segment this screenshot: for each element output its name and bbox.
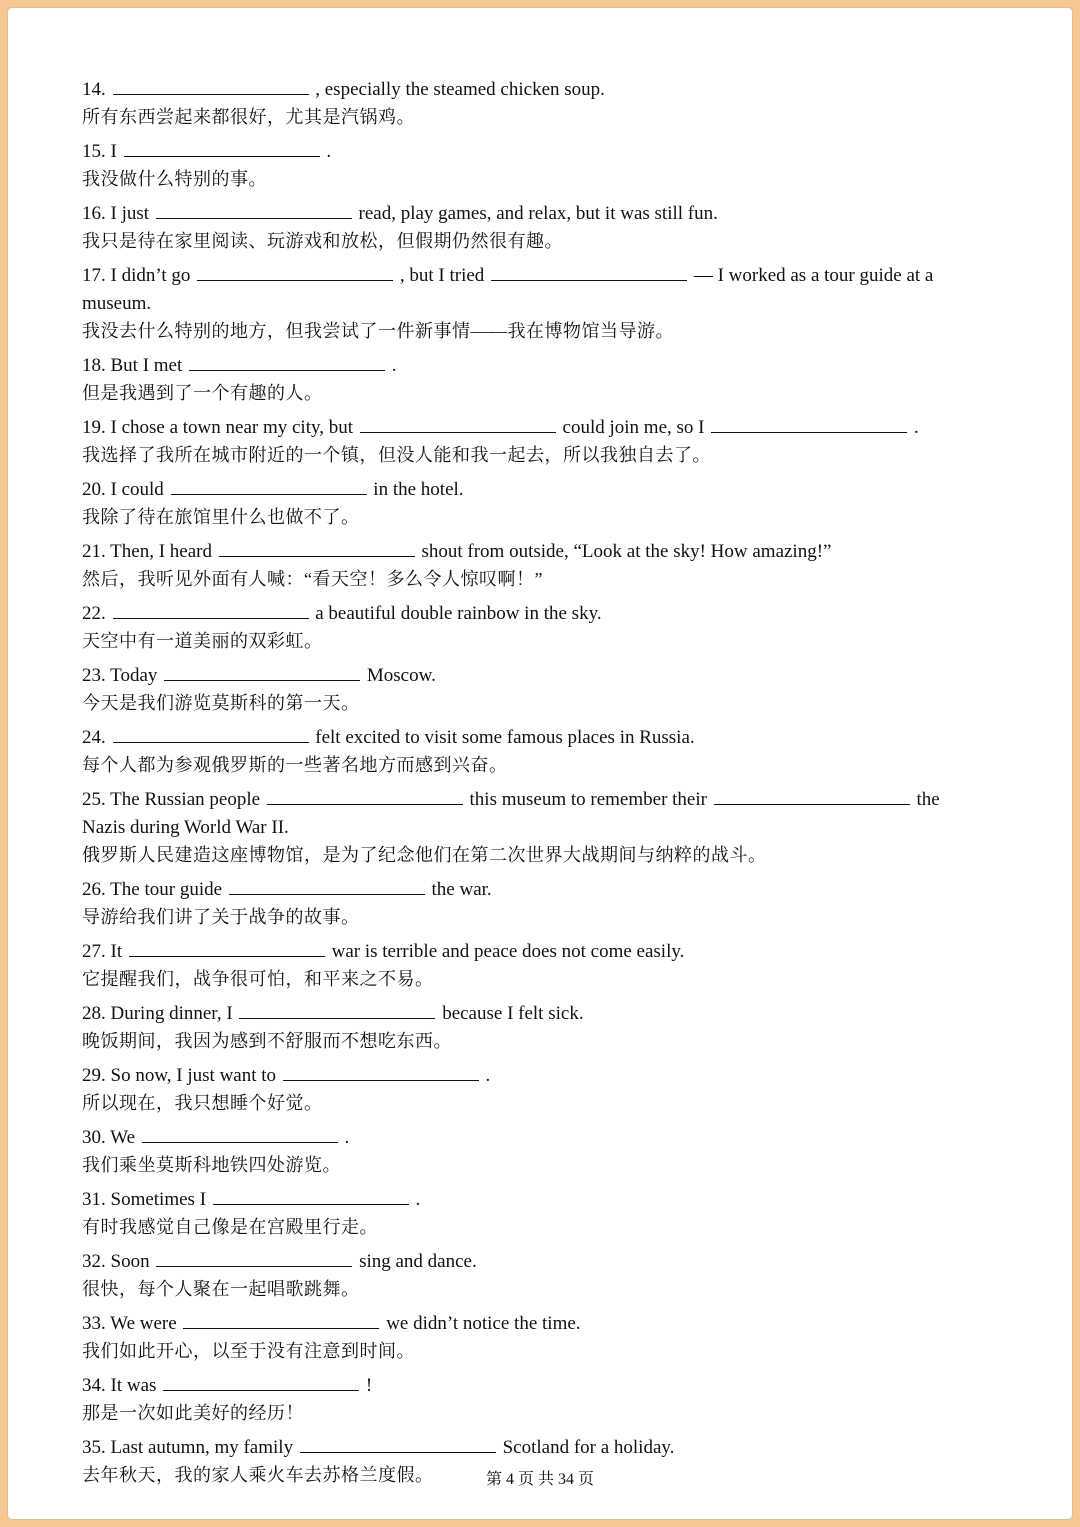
item-number: 35. bbox=[82, 1437, 106, 1458]
answer-blank[interactable] bbox=[197, 262, 393, 281]
chinese-translation: 天空中有一道美丽的双彩虹。 bbox=[82, 631, 323, 651]
item-number: 20. bbox=[82, 479, 106, 500]
answer-blank[interactable] bbox=[156, 1248, 352, 1267]
exercise-item bbox=[82, 352, 982, 407]
chinese-translation: 俄罗斯人民建造这座博物馆，是为了纪念他们在第二次世界大战期间与纳粹的战斗。 bbox=[82, 845, 767, 865]
answer-blank[interactable] bbox=[183, 1310, 379, 1329]
english-sentence bbox=[82, 414, 982, 442]
item-number: 18. bbox=[82, 355, 106, 376]
chinese-translation: 所以现在，我只想睡个好觉。 bbox=[82, 1093, 323, 1113]
chinese-translation: 我们如此开心，以至于没有注意到时间。 bbox=[82, 1341, 415, 1361]
item-number: 22. bbox=[82, 603, 106, 624]
sentence-fragment: could join me, so I bbox=[562, 417, 705, 438]
exercise-item bbox=[82, 1000, 982, 1055]
chinese-translation: 晚饭期间，我因为感到不舒服而不想吃东西。 bbox=[82, 1031, 452, 1051]
chinese-translation: 它提醒我们，战争很可怕，和平来之不易。 bbox=[82, 969, 434, 989]
sentence-fragment: . bbox=[485, 1065, 491, 1086]
chinese-translation: 很快，每个人聚在一起唱歌跳舞。 bbox=[82, 1279, 360, 1299]
sentence-fragment: felt excited to visit some famous places in Russia. bbox=[315, 727, 695, 748]
answer-blank[interactable] bbox=[360, 414, 556, 433]
exercise-item bbox=[82, 786, 982, 869]
english-sentence bbox=[82, 600, 982, 628]
item-number: 15. bbox=[82, 141, 106, 162]
sentence-fragment: Then, I heard bbox=[110, 541, 212, 562]
item-number: 14. bbox=[82, 79, 106, 100]
item-number: 23. bbox=[82, 665, 106, 686]
item-number: 34. bbox=[82, 1375, 106, 1396]
item-number: 24. bbox=[82, 727, 106, 748]
english-sentence bbox=[82, 76, 982, 104]
chinese-translation: 去年秋天，我的家人乘火车去苏格兰度假。 bbox=[82, 1465, 434, 1485]
item-number: 32. bbox=[82, 1251, 106, 1272]
sentence-fragment: . bbox=[415, 1189, 421, 1210]
sentence-fragment: Scotland for a holiday. bbox=[502, 1437, 675, 1458]
exercise-item bbox=[82, 876, 982, 931]
item-number: 31. bbox=[82, 1189, 106, 1210]
sentence-fragment: the war. bbox=[431, 879, 492, 900]
answer-blank[interactable] bbox=[229, 876, 425, 895]
chinese-translation: 我只是待在家里阅读、玩游戏和放松，但假期仍然很有趣。 bbox=[82, 231, 563, 251]
item-number: 33. bbox=[82, 1313, 106, 1334]
answer-blank[interactable] bbox=[113, 724, 309, 743]
chinese-translation: 我没做什么特别的事。 bbox=[82, 169, 267, 189]
chinese-translation: 然后，我听见外面有人喊：“看天空！多么令人惊叹啊！” bbox=[82, 569, 543, 589]
exercise-item bbox=[82, 600, 982, 655]
exercise-item bbox=[82, 938, 982, 993]
sentence-fragment: Sometimes I bbox=[110, 1189, 207, 1210]
sentence-fragment: shout from outside, “Look at the sky! How amazing!” bbox=[421, 541, 832, 562]
english-sentence bbox=[82, 1062, 982, 1090]
exercise-item bbox=[82, 1062, 982, 1117]
english-sentence bbox=[82, 1248, 982, 1276]
sentence-fragment: read, play games, and relax, but it was still fun. bbox=[358, 203, 718, 224]
page bbox=[8, 8, 1072, 1519]
english-sentence bbox=[82, 538, 982, 566]
chinese-translation: 导游给我们讲了关于战争的故事。 bbox=[82, 907, 360, 927]
english-sentence bbox=[82, 1186, 982, 1214]
item-number: 17. bbox=[82, 265, 106, 286]
item-number: 26. bbox=[82, 879, 106, 900]
english-sentence bbox=[82, 938, 982, 966]
sentence-fragment: It bbox=[110, 941, 123, 962]
sentence-fragment: We were bbox=[110, 1313, 177, 1334]
exercise-item bbox=[82, 724, 982, 779]
english-sentence bbox=[82, 786, 982, 842]
english-sentence bbox=[82, 1372, 982, 1400]
chinese-translation: 那是一次如此美好的经历！ bbox=[82, 1403, 304, 1423]
exercise-item bbox=[82, 1124, 982, 1179]
item-number: 19. bbox=[82, 417, 106, 438]
sentence-fragment: The tour guide bbox=[110, 879, 223, 900]
item-number: 29. bbox=[82, 1065, 106, 1086]
chinese-translation: 有时我感觉自己像是在宫殿里行走。 bbox=[82, 1217, 378, 1237]
sentence-fragment: this museum to remember their bbox=[469, 789, 707, 810]
chinese-translation: 我除了待在旅馆里什么也做不了。 bbox=[82, 507, 360, 527]
english-sentence bbox=[82, 1124, 982, 1152]
sentence-fragment: I bbox=[110, 141, 117, 162]
exercise-item bbox=[82, 476, 982, 531]
exercise-item bbox=[82, 1310, 982, 1365]
answer-blank[interactable] bbox=[300, 1434, 496, 1453]
english-sentence bbox=[82, 1310, 982, 1338]
sentence-fragment: in the hotel. bbox=[373, 479, 464, 500]
sentence-fragment: — I worked as a tour guide at a museum. bbox=[82, 265, 934, 314]
answer-blank[interactable] bbox=[189, 352, 385, 371]
sentence-fragment: Last autumn, my family bbox=[110, 1437, 294, 1458]
exercise-item bbox=[82, 662, 982, 717]
sentence-fragment: Moscow. bbox=[366, 665, 436, 686]
chinese-translation: 所有东西尝起来都很好，尤其是汽锅鸡。 bbox=[82, 107, 415, 127]
item-number: 27. bbox=[82, 941, 106, 962]
answer-blank[interactable] bbox=[124, 138, 320, 157]
item-number: 30. bbox=[82, 1127, 106, 1148]
chinese-translation: 我没去什么特别的地方，但我尝试了一件新事情——我在博物馆当导游。 bbox=[82, 321, 674, 341]
chinese-translation: 每个人都为参观俄罗斯的一些著名地方而感到兴奋。 bbox=[82, 755, 508, 775]
exercise-item bbox=[82, 76, 982, 131]
english-sentence bbox=[82, 662, 982, 690]
sentence-fragment: But I met bbox=[110, 355, 183, 376]
exercise-item bbox=[82, 1372, 982, 1427]
item-number: 25. bbox=[82, 789, 106, 810]
answer-blank[interactable] bbox=[156, 200, 352, 219]
answer-blank[interactable] bbox=[163, 1372, 359, 1391]
english-sentence bbox=[82, 200, 982, 228]
english-sentence bbox=[82, 262, 982, 318]
sentence-fragment: because I felt sick. bbox=[442, 1003, 584, 1024]
exercise-item bbox=[82, 200, 982, 255]
english-sentence bbox=[82, 138, 982, 166]
sentence-fragment: I didn’t go bbox=[110, 265, 191, 286]
sentence-fragment: Soon bbox=[110, 1251, 150, 1272]
english-sentence bbox=[82, 352, 982, 380]
sentence-fragment: . bbox=[326, 141, 332, 162]
sentence-fragment: We bbox=[110, 1127, 136, 1148]
item-number: 16. bbox=[82, 203, 106, 224]
sentence-fragment: I chose a town near my city, but bbox=[110, 417, 354, 438]
answer-blank[interactable] bbox=[219, 538, 415, 557]
chinese-translation: 今天是我们游览莫斯科的第一天。 bbox=[82, 693, 360, 713]
exercise-list bbox=[82, 76, 982, 1496]
sentence-fragment: . bbox=[391, 355, 397, 376]
sentence-fragment: Today bbox=[110, 665, 158, 686]
item-number: 21. bbox=[82, 541, 106, 562]
answer-blank[interactable] bbox=[113, 76, 309, 95]
sentence-fragment: I just bbox=[110, 203, 150, 224]
exercise-item bbox=[82, 538, 982, 593]
exercise-item bbox=[82, 1186, 982, 1241]
answer-blank[interactable] bbox=[711, 414, 907, 433]
sentence-fragment: , but I tried bbox=[399, 265, 485, 286]
sentence-fragment: . bbox=[913, 417, 919, 438]
sentence-fragment: war is terrible and peace does not come easily. bbox=[331, 941, 685, 962]
sentence-fragment: The Russian people bbox=[110, 789, 261, 810]
sentence-fragment: During dinner, I bbox=[110, 1003, 233, 1024]
answer-blank[interactable] bbox=[213, 1186, 409, 1205]
answer-blank[interactable] bbox=[129, 938, 325, 957]
sentence-fragment: It was bbox=[110, 1375, 157, 1396]
answer-blank[interactable] bbox=[164, 662, 360, 681]
sentence-fragment: So now, I just want to bbox=[110, 1065, 277, 1086]
sentence-fragment: I could bbox=[110, 479, 164, 500]
answer-blank[interactable] bbox=[491, 262, 687, 281]
sentence-fragment: the Nazis during World War II. bbox=[82, 789, 940, 838]
answer-blank[interactable] bbox=[142, 1124, 338, 1143]
sentence-fragment: we didn’t notice the time. bbox=[386, 1313, 581, 1334]
answer-blank[interactable] bbox=[239, 1000, 435, 1019]
exercise-item bbox=[82, 1248, 982, 1303]
answer-blank[interactable] bbox=[283, 1062, 479, 1081]
sentence-fragment: , especially the steamed chicken soup. bbox=[315, 79, 605, 100]
chinese-translation: 我们乘坐莫斯科地铁四处游览。 bbox=[82, 1155, 341, 1175]
english-sentence bbox=[82, 876, 982, 904]
exercise-item bbox=[82, 414, 982, 469]
english-sentence bbox=[82, 1434, 982, 1462]
item-number: 28. bbox=[82, 1003, 106, 1024]
answer-blank[interactable] bbox=[714, 786, 910, 805]
english-sentence bbox=[82, 724, 982, 752]
page-footer: 第 4 页 共 34 页 bbox=[485, 1471, 594, 1488]
chinese-translation: 我选择了我所在城市附近的一个镇，但没人能和我一起去，所以我独自去了。 bbox=[82, 445, 711, 465]
exercise-item bbox=[82, 262, 982, 345]
english-sentence bbox=[82, 476, 982, 504]
sentence-fragment: . bbox=[344, 1127, 350, 1148]
chinese-translation: 但是我遇到了一个有趣的人。 bbox=[82, 383, 323, 403]
answer-blank[interactable] bbox=[113, 600, 309, 619]
english-sentence bbox=[82, 1000, 982, 1028]
sentence-fragment: ! bbox=[365, 1375, 373, 1396]
exercise-item bbox=[82, 138, 982, 193]
sentence-fragment: sing and dance. bbox=[359, 1251, 477, 1272]
answer-blank[interactable] bbox=[171, 476, 367, 495]
sentence-fragment: a beautiful double rainbow in the sky. bbox=[315, 603, 602, 624]
answer-blank[interactable] bbox=[267, 786, 463, 805]
